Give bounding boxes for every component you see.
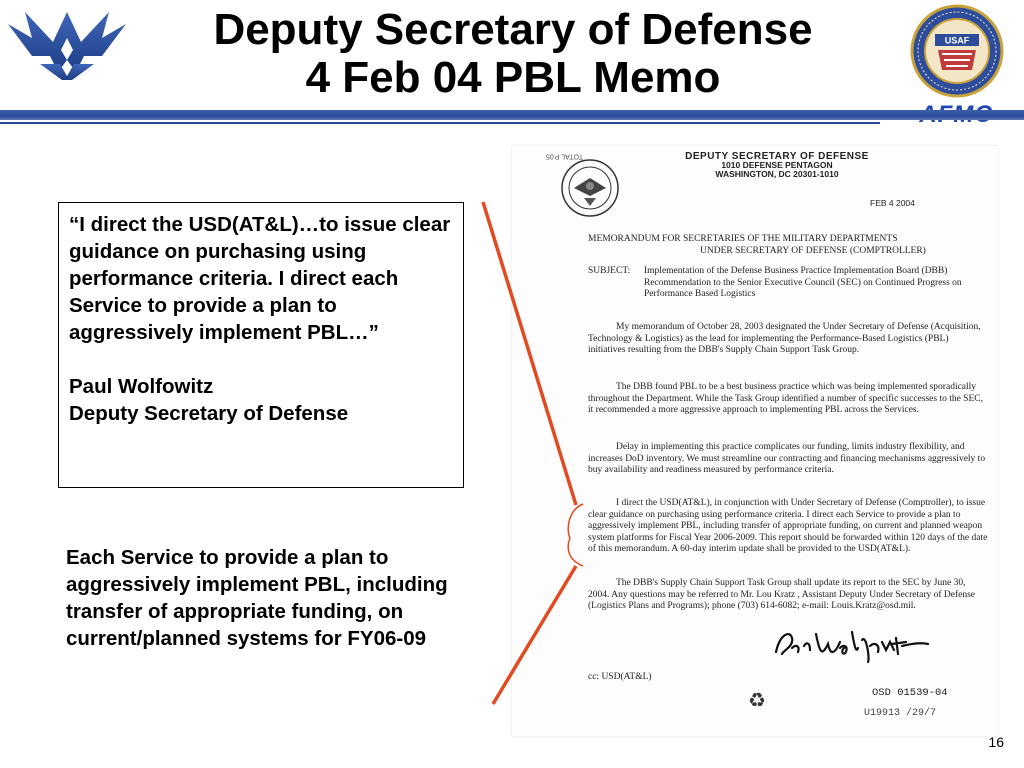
dod-seal-icon bbox=[560, 158, 620, 218]
global-supply-chain-seal bbox=[910, 4, 1004, 98]
memo-cc: cc: USD(AT&L) bbox=[588, 672, 652, 682]
memo-paragraph-4: I direct the USD(AT&L), in conjunction with Under Secretary of Defense (Comptroller), to issue clear guidance on purchasing using performance criteria. I direct each Service to provide a plan to aggressively implement PBL, including transfer of appropriate funding, on current and planned weapon system platforms for Fiscal Year 2006-2009. This report should be forwarded within 120 days of the date of this memorandum. A 60-day interim update shall be provided to the USD(AT&L). bbox=[588, 498, 988, 554]
fax-header: TOTAL P.05 bbox=[546, 152, 584, 160]
subject-text: Implementation of the Defense Business Practice Implementation Board (DBB) Recommendation to the Senior Executive Council (SEC) on Continued Progress on Performance Based Logistics bbox=[644, 266, 962, 299]
quote-author: Paul Wolfowitz bbox=[69, 375, 214, 398]
air-force-wings-logo bbox=[6, 2, 128, 86]
subject-label: SUBJECT: bbox=[588, 266, 631, 276]
memo-org: DEPUTY SECRETARY OF DEFENSE bbox=[685, 151, 869, 162]
quote-text: “I direct the USD(AT&L)…to issue clear guidance on purchasing using performance criteria. I direct each Service to provide a plan to aggressively implement PBL…” bbox=[69, 213, 451, 344]
memo-control-number: OSD 01539-04 bbox=[872, 687, 948, 699]
memo-paragraph-2: The DBB found PBL to be a best business practice which was being implemented sporadically throughout the Department. While the Task Group identified a number of specific successes to the SEC, it recommended a more aggressive approach to implementing PBL across the Services. bbox=[588, 382, 983, 415]
recycle-icon: ♻ bbox=[748, 690, 766, 712]
title-divider-thin bbox=[0, 122, 880, 124]
memo-document bbox=[512, 146, 998, 736]
quote-box bbox=[58, 202, 464, 488]
memo-paragraph-3: Delay in implementing this practice complicates our funding, limits industry flexibility, and increases DoD inventory. We must streamline our contracting and financing mechanisms aggressively to buy availability and readiness measured by performance criteria. bbox=[588, 442, 986, 475]
memo-address-2: WASHINGTON, DC 20301-1010 bbox=[715, 169, 839, 179]
slide-title bbox=[140, 6, 886, 102]
summary-text: Each Service to provide a plan to aggressively implement PBL, including transfer of appropriate funding, on current/planned systems for FY06-09 bbox=[66, 546, 448, 650]
handwritten-signature bbox=[770, 624, 930, 664]
title-divider bbox=[0, 110, 1024, 120]
seal-text: USAF bbox=[944, 35, 970, 46]
title-line-1: Deputy Secretary of Defense bbox=[213, 5, 813, 54]
memo-date: FEB 4 2004 bbox=[870, 198, 915, 208]
title-line-2: 4 Feb 04 PBL Memo bbox=[305, 53, 721, 102]
memo-recipients bbox=[588, 234, 988, 257]
memo-handwritten-note: U19913 /29/7 bbox=[864, 708, 937, 719]
memo-for-line-1: MEMORANDUM FOR SECRETARIES OF THE MILITARY DEPARTMENTS bbox=[588, 234, 898, 244]
memo-address-1: 1010 DEFENSE PENTAGON bbox=[721, 160, 833, 170]
memo-for-line-2: UNDER SECRETARY OF DEFENSE (COMPTROLLER) bbox=[700, 245, 926, 256]
memo-letterhead bbox=[682, 152, 872, 179]
quote-author-title: Deputy Secretary of Defense bbox=[69, 402, 349, 425]
page-number: 16 bbox=[988, 734, 1004, 750]
memo-paragraph-1: My memorandum of October 28, 2003 designated the Under Secretary of Defense (Acquisition, Technology & Logistics) as the lead for implementing the Performance-Based Logistics (PBL) initiatives resulting from the DBB's Supply Chain Support Task Group. bbox=[588, 322, 981, 355]
memo-paragraph-5: The DBB's Supply Chain Support Task Group shall update its report to the SEC by June 30, 2004. Any questions may be referred to Mr. Lou Kratz , Assistant Deputy Under Secretary of Defense (Logistics Plans and Programs); phone (703) 614-6082; e-mail: Louis.Kratz@osd.mil. bbox=[588, 578, 976, 611]
